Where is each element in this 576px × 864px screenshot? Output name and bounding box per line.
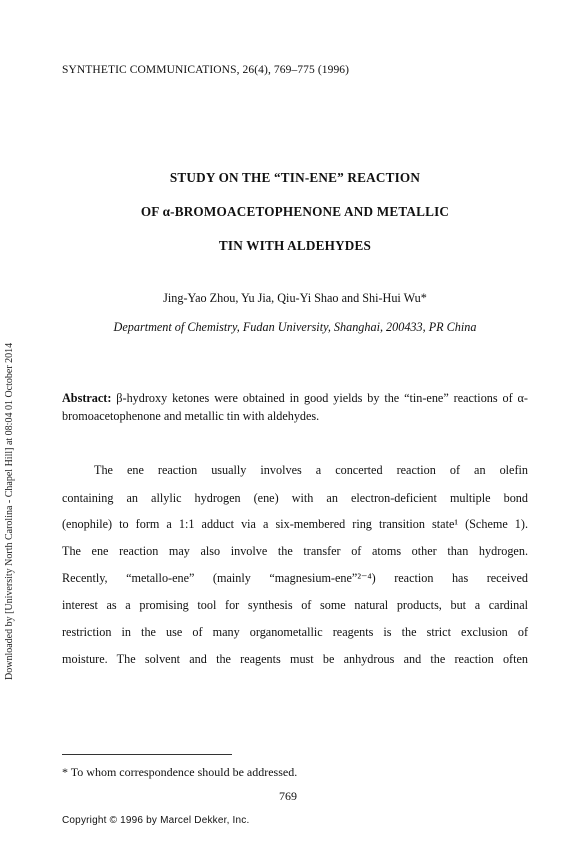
footnote-rule xyxy=(62,754,232,755)
title-line-3: TIN WITH ALDEHYDES xyxy=(218,238,372,253)
title-line-1: STUDY ON THE “TIN-ENE” REACTION xyxy=(169,170,421,185)
affiliation: Department of Chemistry, Fudan University, Shanghai, 200433, PR China xyxy=(113,320,477,334)
footnote: * To whom correspondence should be addressed. xyxy=(62,765,298,779)
body-line-7: restriction in the use of many organometallic reagents is the strict exclusion of xyxy=(62,625,528,639)
body-line-6: interest as a promising tool for synthesis of some natural products, but a cardinal xyxy=(62,598,528,612)
body-line-8: moisture. The solvent and the reagents must be anhydrous and the reaction often xyxy=(62,652,528,666)
body-line-4: The ene reaction may also involve the transfer of atoms other than hydrogen. xyxy=(62,544,528,558)
body-line-5: Recently, “metallo-ene” (mainly “magnesium-ene”²⁻⁴) reaction has received xyxy=(62,571,528,585)
download-note: Downloaded by [University North Carolina - Chapel Hill] at 08:04 01 October 2014 xyxy=(4,342,15,680)
copyright-notice: Copyright © 1996 by Marcel Dekker, Inc. xyxy=(62,815,250,826)
abstract xyxy=(62,389,528,425)
abstract-label: Abstract: xyxy=(62,391,112,405)
abstract-text: β-hydroxy ketones were obtained in good yields by the “tin-ene” reactions of α-bromoacetophenone and metallic tin with aldehydes. xyxy=(62,391,528,423)
body-line-1: The ene reaction usually involves a concerted reaction of an olefin xyxy=(94,463,528,477)
title-line-2: OF α-BROMOACETOPHENONE AND METALLIC xyxy=(140,204,450,219)
body-line-2: containing an allylic hydrogen (ene) with an electron-deficient multiple bond xyxy=(62,491,528,505)
page-number: 769 xyxy=(279,789,297,803)
body-line-3: (enophile) to form a 1:1 adduct via a six-membered ring transition state¹ (Scheme 1). xyxy=(62,517,528,531)
author-list: Jing-Yao Zhou, Yu Jia, Qiu-Yi Shao and Shi-Hui Wu* xyxy=(163,291,427,305)
journal-citation: SYNTHETIC COMMUNICATIONS, 26(4), 769–775 (1996) xyxy=(62,64,350,76)
